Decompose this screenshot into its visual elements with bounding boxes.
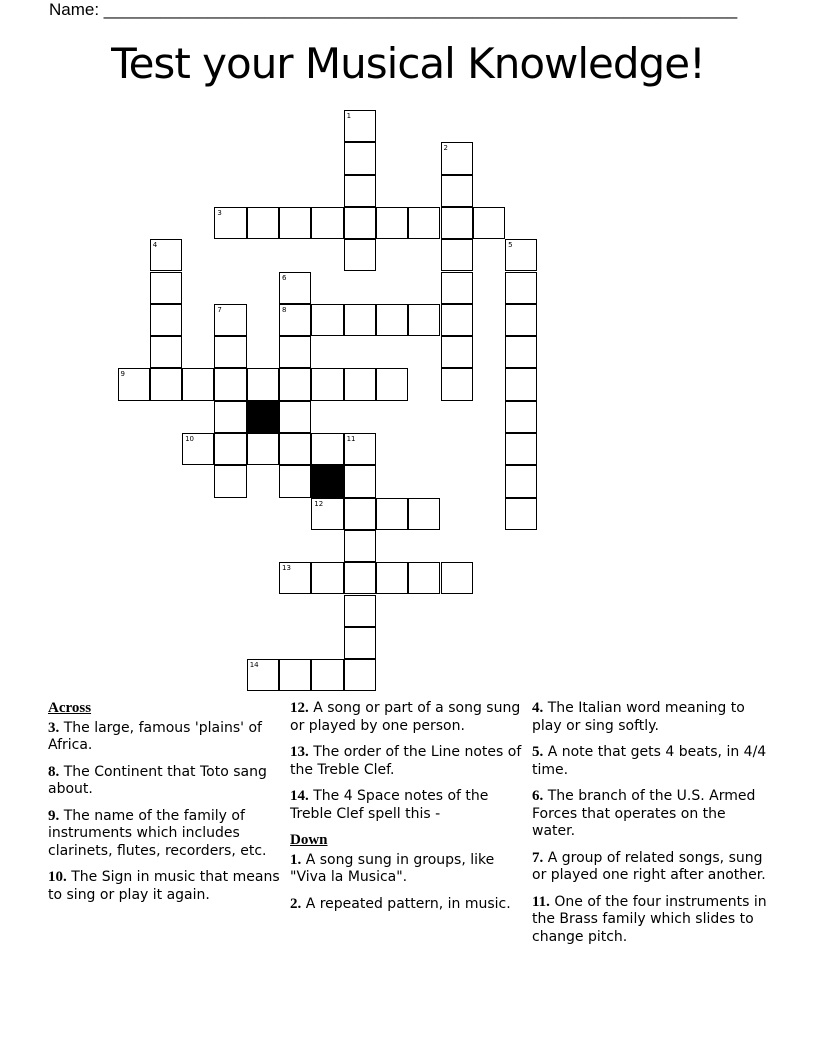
clue-number: 13 (282, 564, 291, 573)
across-heading: Across (48, 700, 92, 716)
grid-cell[interactable] (505, 368, 537, 400)
grid-cell[interactable] (311, 304, 343, 336)
clue-across-3: 3. The large, famous 'plains' of Africa. (48, 719, 262, 753)
clue-across-14: 14. The 4 Space notes of the Treble Clef spell this - (290, 788, 489, 822)
grid-cell[interactable] (473, 207, 505, 239)
clue-number: 1 (346, 112, 352, 120)
across-clues-column (48, 700, 284, 913)
grid-cell[interactable] (279, 304, 311, 336)
grid-cell[interactable] (279, 562, 311, 594)
grid-cell[interactable] (182, 368, 214, 400)
clue-down-7: 7. A group of related songs, sung or played one right after another. (532, 849, 766, 883)
clue-down-2: 2. A repeated pattern, in music. (290, 895, 511, 912)
clue-across-12: 12. A song or part of a song sung or played by one person. (290, 700, 521, 734)
clue-number: 11 (346, 435, 356, 443)
grid-cell[interactable] (311, 562, 343, 594)
grid-cell[interactable] (344, 368, 376, 400)
grid-cell[interactable] (408, 207, 440, 239)
clue-down-11: 11. One of the four instruments in the Brass family which slides to change pitch. (532, 893, 767, 945)
grid-cell[interactable] (247, 659, 279, 691)
grid-cell[interactable] (441, 142, 473, 174)
grid-cell[interactable] (344, 595, 376, 627)
grid-cell[interactable] (214, 433, 246, 465)
grid-cell[interactable] (279, 368, 311, 400)
grid-cell[interactable] (505, 498, 537, 530)
grid-cell[interactable] (150, 304, 182, 336)
grid-cell[interactable] (376, 304, 408, 336)
down-clues-column (532, 700, 772, 955)
grid-cell[interactable] (214, 207, 246, 239)
grid-cell[interactable] (408, 562, 440, 594)
grid-cell[interactable] (376, 562, 408, 594)
grid-cell[interactable] (344, 498, 376, 530)
grid-cell[interactable] (214, 304, 246, 336)
grid-cell[interactable] (311, 207, 343, 239)
grid-block (247, 401, 279, 433)
grid-cell[interactable] (344, 465, 376, 497)
clue-number: 3 (217, 208, 222, 217)
grid-cell[interactable] (214, 368, 246, 400)
grid-cell[interactable] (344, 627, 376, 659)
clue-number: 14 (249, 661, 259, 670)
clue-number: 2 (443, 144, 448, 153)
page-title: Test your Musical Knowledge! (111, 39, 705, 88)
clue-down-6: 6. The branch of the U.S. Armed Forces that operates on the water. (532, 788, 756, 839)
grid-cell[interactable] (505, 272, 537, 304)
grid-cell[interactable] (441, 336, 473, 368)
grid-cell[interactable] (408, 498, 440, 530)
grid-cell[interactable] (441, 368, 473, 400)
grid-cell[interactable] (150, 368, 182, 400)
grid-cell[interactable] (344, 207, 376, 239)
grid-cell[interactable] (214, 401, 246, 433)
grid-cell[interactable] (311, 368, 343, 400)
grid-cell[interactable] (344, 142, 376, 174)
grid-cell[interactable] (279, 465, 311, 497)
grid-cell[interactable] (150, 336, 182, 368)
clue-number: 12 (314, 499, 324, 508)
grid-cell[interactable] (505, 304, 537, 336)
grid-cell[interactable] (505, 465, 537, 497)
grid-cell[interactable] (344, 530, 376, 562)
grid-cell[interactable] (376, 207, 408, 239)
clue-across-8: 8. The Continent that Toto sang about. (48, 763, 267, 797)
name-field-label: Name: ___________________________________________________________________ (49, 0, 738, 19)
grid-cell[interactable] (182, 433, 214, 465)
grid-cell[interactable] (279, 433, 311, 465)
clue-number: 5 (508, 241, 513, 250)
grid-cell[interactable] (441, 272, 473, 304)
grid-cell[interactable] (247, 207, 279, 239)
grid-cell[interactable] (344, 175, 376, 207)
clue-down-1: 1. A song sung in groups, like "Viva la Musica". (290, 851, 495, 885)
grid-cell[interactable] (118, 368, 150, 400)
grid-cell[interactable] (441, 304, 473, 336)
grid-cell[interactable] (441, 175, 473, 207)
grid-cell[interactable] (279, 272, 311, 304)
clue-across-13: 13. The order of the Line notes of the Treble Clef. (290, 744, 522, 778)
down-heading: Down (290, 832, 328, 848)
grid-cell[interactable] (311, 433, 343, 465)
grid-cell[interactable] (150, 239, 182, 271)
clue-number: 6 (282, 273, 287, 282)
grid-cell[interactable] (505, 239, 537, 271)
grid-cell[interactable] (344, 110, 376, 142)
clue-number: 10 (185, 435, 195, 443)
grid-cell[interactable] (214, 336, 246, 368)
grid-cell[interactable] (279, 207, 311, 239)
clue-down-5: 5. A note that gets 4 beats, in 4/4 time. (532, 744, 767, 778)
grid-cell[interactable] (441, 207, 473, 239)
grid-cell[interactable] (505, 401, 537, 433)
grid-cell[interactable] (408, 304, 440, 336)
grid-cell[interactable] (150, 272, 182, 304)
grid-cell[interactable] (247, 433, 279, 465)
clue-down-4: 4. The Italian word meaning to play or sing softly. (532, 700, 745, 734)
clue-across-9: 9. The name of the family of instruments which includes clarinets, flutes, recorders, etc. (48, 807, 267, 859)
grid-cell[interactable] (441, 562, 473, 594)
grid-cell[interactable] (279, 659, 311, 691)
grid-cell[interactable] (344, 562, 376, 594)
grid-cell[interactable] (311, 659, 343, 691)
grid-cell[interactable] (344, 433, 376, 465)
grid-cell[interactable] (344, 659, 376, 691)
grid-cell[interactable] (376, 498, 408, 530)
grid-cell[interactable] (247, 368, 279, 400)
grid-cell[interactable] (279, 336, 311, 368)
grid-cell[interactable] (279, 401, 311, 433)
grid-cell[interactable] (376, 368, 408, 400)
grid-cell[interactable] (505, 433, 537, 465)
grid-cell[interactable] (441, 239, 473, 271)
clue-number: 4 (152, 241, 158, 250)
clue-number: 8 (282, 305, 287, 314)
clues-column-middle (290, 700, 526, 922)
grid-cell[interactable] (344, 304, 376, 336)
grid-cell[interactable] (505, 336, 537, 368)
grid-cell[interactable] (344, 239, 376, 271)
clue-number: 9 (120, 370, 125, 379)
clue-across-10: 10. The Sign in music that means to sing or play it again. (48, 869, 280, 903)
grid-cell[interactable] (311, 498, 343, 530)
grid-block (311, 465, 343, 497)
grid-cell[interactable] (214, 465, 246, 497)
clue-number: 7 (217, 305, 222, 314)
